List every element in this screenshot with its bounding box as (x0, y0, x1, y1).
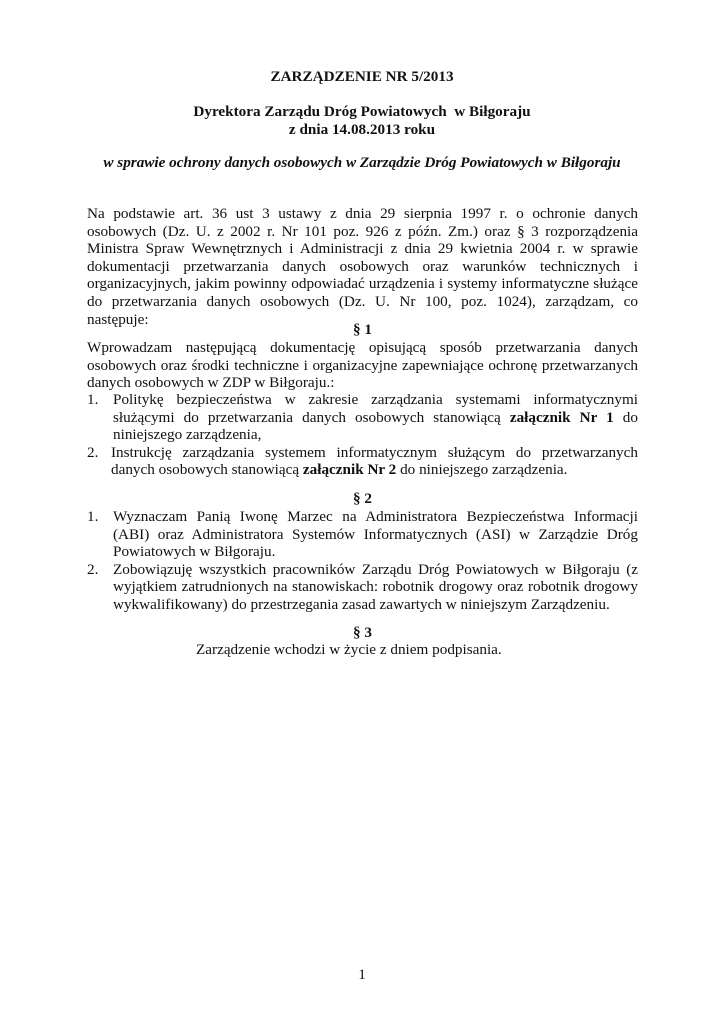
document-subject: w sprawie ochrony danych osobowych w Zarządzie Dróg Powiatowych w Biłgoraju (103, 154, 621, 171)
issue-date: z dnia 14.08.2013 roku (288, 120, 436, 138)
list-item-text: Politykę bezpieczeństwa w zakresie zarządzania systemami informatycznymi służącymi do przetwarzania danych osobowych stanowiącą (113, 391, 638, 426)
preamble-paragraph: Na podstawie art. 36 ust 3 ustawy z dnia 29 sierpnia 1997 r. o ochronie danych osobowych (Dz. U. z 2002 r. Nr 101 poz. 926 z późn. Zm.) oraz § 3 rozporządzenia Ministra Spraw Wewnętrznych i Administracji z dnia 29 kwietnia 2004 r. w sprawie dokumentacji przetwarzania danych osobowych oraz warunków technicznych i organizacyjnych, jakim powinny odpowiadać urządzenia i systemy informatyczne służące do przetwarzania danych osobowych (Dz. U. Nr 100, poz. 1024), zarządzam, co następuje: (87, 205, 638, 328)
issuer-block (0, 103, 724, 138)
list-item-text: Zobowiązuję wszystkich pracowników Zarządu Dróg Powiatowych w Biłgoraju (z wyjątkiem zatrudnionych na stanowiskach: robotnik drogowy oraz robotnik drogowy wykwalifikowany) do przestrzegania zasad zawartych w niniejszym Zarządzeniu. (113, 560, 638, 613)
section-2-heading: § 2 (353, 490, 372, 507)
document-title: ZARZĄDZENIE NR 5/2013 (270, 68, 454, 85)
list-item (87, 561, 638, 614)
list-item-number: 2. (87, 560, 99, 578)
page-number: 1 (358, 966, 366, 983)
list-item (87, 444, 638, 479)
section-3-text: Zarządzenie wchodzi w życie z dniem podpisania. (196, 641, 502, 658)
list-item-number: 1. (87, 391, 99, 408)
section-1-intro: Wprowadzam następującą dokumentację opisującą sposób przetwarzania danych osobowych oraz środki techniczne i organizacyjne zapewniające ochronę przetwarzanych danych osobowych w ZDP w Biłgoraju.: (87, 339, 638, 392)
list-item-number: 1. (87, 508, 99, 525)
list-item (87, 391, 638, 444)
list-item-text-end: do niniejszego zarządzenia, (113, 408, 638, 444)
list-item-text: Wyznaczam Panią Iwonę Marzec na Administratora Bezpieczeństwa Informacji (ABI) oraz Administratora Systemów Informatycznych (ASI) w Zarządzie Dróg Powiatowych w Biłgoraju. (113, 508, 638, 561)
list-item-text-end: do niniejszego zarządzenia. (396, 461, 568, 479)
section-3-heading: § 3 (353, 624, 372, 641)
attachment-reference: załącznik Nr 2 (302, 461, 397, 479)
section-2-list (87, 508, 638, 614)
section-1-list (87, 391, 638, 479)
attachment-reference: załącznik Nr 1 (509, 408, 614, 426)
section-1-heading: § 1 (353, 321, 372, 338)
list-item-number: 2. (87, 443, 99, 461)
list-item-text: Instrukcję zarządzania systemem informatycznym służącym do przetwarzanych danych osobowych stanowiącą (111, 443, 638, 479)
list-item (87, 508, 638, 561)
issuer-line: Dyrektora Zarządu Dróg Powiatowych w Biłgoraju (193, 103, 531, 120)
